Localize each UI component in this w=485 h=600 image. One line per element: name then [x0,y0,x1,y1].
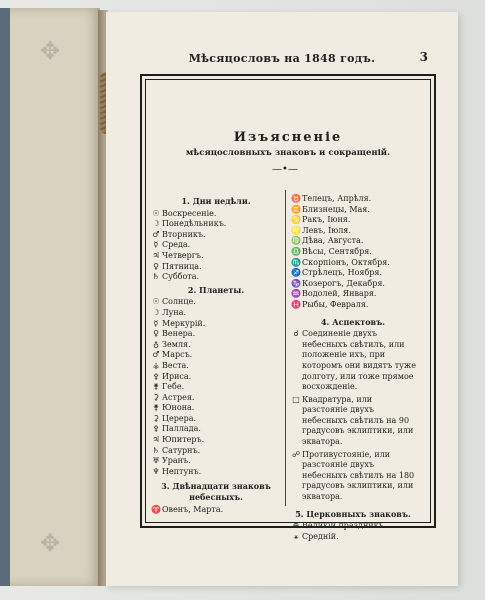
list-item [150,393,282,404]
list-item-label: Астрея. [162,392,195,402]
list-item [150,372,282,383]
planet-symbol-icon: ⚴ [153,424,159,434]
list-item [290,532,416,543]
list-item [290,300,416,311]
list-item-label: Скорпіонъ, Октября. [302,257,390,267]
list-item [150,251,282,262]
list-item [150,505,282,516]
section-heading-church: 5. Церковныхъ знаковъ. [295,508,411,519]
list-item [150,230,282,241]
list-item-label: Гебе. [162,382,185,392]
weekday-symbol-icon: ♃ [152,250,160,260]
list-item [290,268,416,279]
list-item [150,209,282,220]
planet-symbol-icon: ♀ [153,329,159,339]
list-item-label: Вторникъ. [162,229,206,239]
list-item [290,215,416,226]
list-item-label: Меркурій. [162,318,206,328]
ornament-top-left: ✥ [39,37,61,65]
right-column [290,194,416,542]
zodiac-symbol-icon: ♍ [291,236,301,246]
zodiac-symbol-icon: ♒ [291,289,301,299]
list-item-label: Великій праздникъ. [302,521,387,531]
left-page [0,8,100,586]
list-item-label: Луна. [162,307,187,317]
list-item [150,361,282,372]
zodiac-symbol-icon: ♉ [291,194,301,203]
page-number: 3 [419,50,428,64]
zodiac-symbol-icon: ♑ [291,278,301,288]
list-item-label: Овенъ, Марта. [162,504,224,514]
list-item [290,236,416,247]
list-item-label: Уранъ. [162,456,191,466]
list-item-label: Сатурнъ. [162,445,201,455]
list-item-label: Веста. [162,360,189,370]
weekday-symbol-icon: ☽ [152,219,160,229]
list-item [290,258,416,269]
list-item-label: Водолей, Января. [302,289,377,299]
list-item [150,456,282,467]
planet-symbol-icon: ⚴ [153,371,159,381]
section-heading-planets: 2. Планеты. [187,284,245,295]
list-item [150,308,282,319]
list-item-label: Квадратура, или разстояніе двухъ небесныхъ свѣтилъ на 90 градусовъ эклиптики, или экватора. [302,394,414,447]
weekday-symbol-icon: ☿ [153,240,159,250]
list-item-label: Юпитеръ. [162,435,205,445]
church-symbol-icon: ⚹ [293,531,299,541]
planet-symbol-icon: ☉ [152,297,160,307]
list-item-label: Среда. [162,240,191,250]
planets-list [150,297,282,477]
list-item [150,467,282,478]
planet-symbol-icon: ♃ [152,435,160,445]
zodiac-symbol-icon: ♐ [291,268,301,278]
zodiac-symbol-icon: ♎ [291,246,301,256]
book-page [106,12,458,586]
list-item [290,521,416,532]
aspects-list [290,329,416,503]
list-item [290,247,416,258]
list-item-label: Противустояніе, или разстояніе двухъ небесныхъ свѣтилъ на 180 градусовъ эклиптики, или экватора. [302,449,415,502]
church-list [290,521,416,542]
list-item-label: Церера. [162,413,196,423]
zodiac-list [290,194,416,311]
list-item-label: Четвергъ. [162,250,204,260]
list-item [290,226,416,237]
list-item [150,262,282,273]
list-item [150,340,282,351]
section-heading-aspects: 4. Аспектовъ. [320,316,386,327]
list-item-label: Левъ, Іюля. [302,225,351,235]
list-item-label: Дѣва, Августа. [302,236,364,246]
zodiac-symbol-icon: ♌ [291,225,301,235]
list-item-label: Средній. [302,531,339,541]
list-item-label: Вѣсы, Сентября. [302,246,372,256]
list-item-label: Нептунъ. [162,466,202,476]
left-column [150,194,282,515]
zodiac-symbol-icon: ♋ [291,215,301,225]
ornamental-frame [140,74,436,541]
list-item [290,395,416,448]
list-item-label: Пятница. [162,261,202,271]
ornament-bottom-left: ✥ [39,529,61,557]
list-item-label: Марсъ. [162,350,193,360]
list-item-label: Близнецы, Мая. [302,204,370,214]
title-divider: —•— [272,164,298,175]
list-item [150,435,282,446]
list-item-label: Телецъ, Апрѣля. [302,194,372,203]
church-symbol-icon: ⊕ [292,521,300,531]
planet-symbol-icon: ♄ [152,445,160,455]
list-item [150,297,282,308]
list-item [150,240,282,251]
weekday-symbol-icon: ♄ [152,272,160,282]
list-item-label: Воскресеніе. [162,208,217,218]
planet-symbol-icon: ♆ [152,466,160,476]
planet-symbol-icon: ☿ [153,318,159,328]
running-head: Мѣсяцословъ на 1848 годъ. [188,52,376,65]
zodiac-symbol-icon: ♊ [291,204,301,214]
list-item [150,382,282,393]
page-title: Изъясненіе [233,130,343,145]
list-item [290,194,416,205]
planet-symbol-icon: ☽ [152,307,160,317]
weekday-symbol-icon: ♀ [153,261,159,271]
list-item [150,403,282,414]
list-item-label: Ириса. [162,371,192,381]
list-item [150,350,282,361]
list-item [290,329,416,393]
list-item [290,450,416,503]
section-heading-days: 1. Дни недѣли. [181,196,251,206]
list-item [150,272,282,283]
planet-symbol-icon: ⚳ [153,392,159,402]
list-item-label: Понедѣльникъ. [162,219,227,229]
list-item [290,279,416,290]
book-cover-edge [0,8,10,586]
weekday-symbol-icon: ♂ [152,229,160,239]
planet-symbol-icon: ♁ [153,339,159,349]
list-item-label: Солнце. [162,297,196,307]
planet-symbol-icon: ⚵ [153,382,159,392]
planet-symbol-icon: ⚳ [153,413,159,423]
aspect-symbol-icon: ☌ [293,329,299,339]
column-rule [285,190,286,506]
weekday-symbol-icon: ☉ [152,208,160,218]
aspect-symbol-icon: □ [292,394,300,404]
list-item-label: Рыбы, Февраля. [302,299,369,309]
list-item-label: Соединеніе двухъ небесныхъ свѣтилъ, или положеніе ихъ, при которомъ они видятъ туже долготу, или тоже прямое восхожденіе. [302,329,416,392]
planet-symbol-icon: ♅ [152,456,160,466]
list-item [150,424,282,435]
section-heading-zodiac: 3. Двѣнадцати знаковъ небесныхъ. [161,481,271,503]
planet-symbol-icon: ⚶ [152,360,160,370]
list-item-label: Земля. [162,339,191,349]
zodiac-symbol-icon: ♓ [291,299,301,309]
list-item [150,446,282,457]
list-item-label: Стрѣлецъ, Ноября. [302,268,382,278]
page-subtitle: мѣсяцословныхъ знаковъ и сокращеній. [185,148,391,158]
list-item [150,319,282,330]
list-item-label: Паллада. [162,424,201,434]
list-item-label: Суббота. [162,272,200,282]
aries-icon: ♈ [151,504,161,514]
list-item-label: Венера. [162,329,196,339]
planet-symbol-icon: ⚵ [153,403,159,413]
list-item [150,329,282,340]
planet-symbol-icon: ♂ [152,350,160,360]
list-item-label: Юнона. [162,403,195,413]
list-item [290,289,416,300]
zodiac-symbol-icon: ♏ [291,257,301,267]
aspect-symbol-icon: ☍ [291,449,301,459]
list-item [290,205,416,216]
list-item-label: Ракъ, Іюня. [302,215,351,225]
list-item [150,219,282,230]
list-item [150,414,282,425]
list-item-label: Козерогъ, Декабря. [302,278,385,288]
days-list [150,209,282,283]
